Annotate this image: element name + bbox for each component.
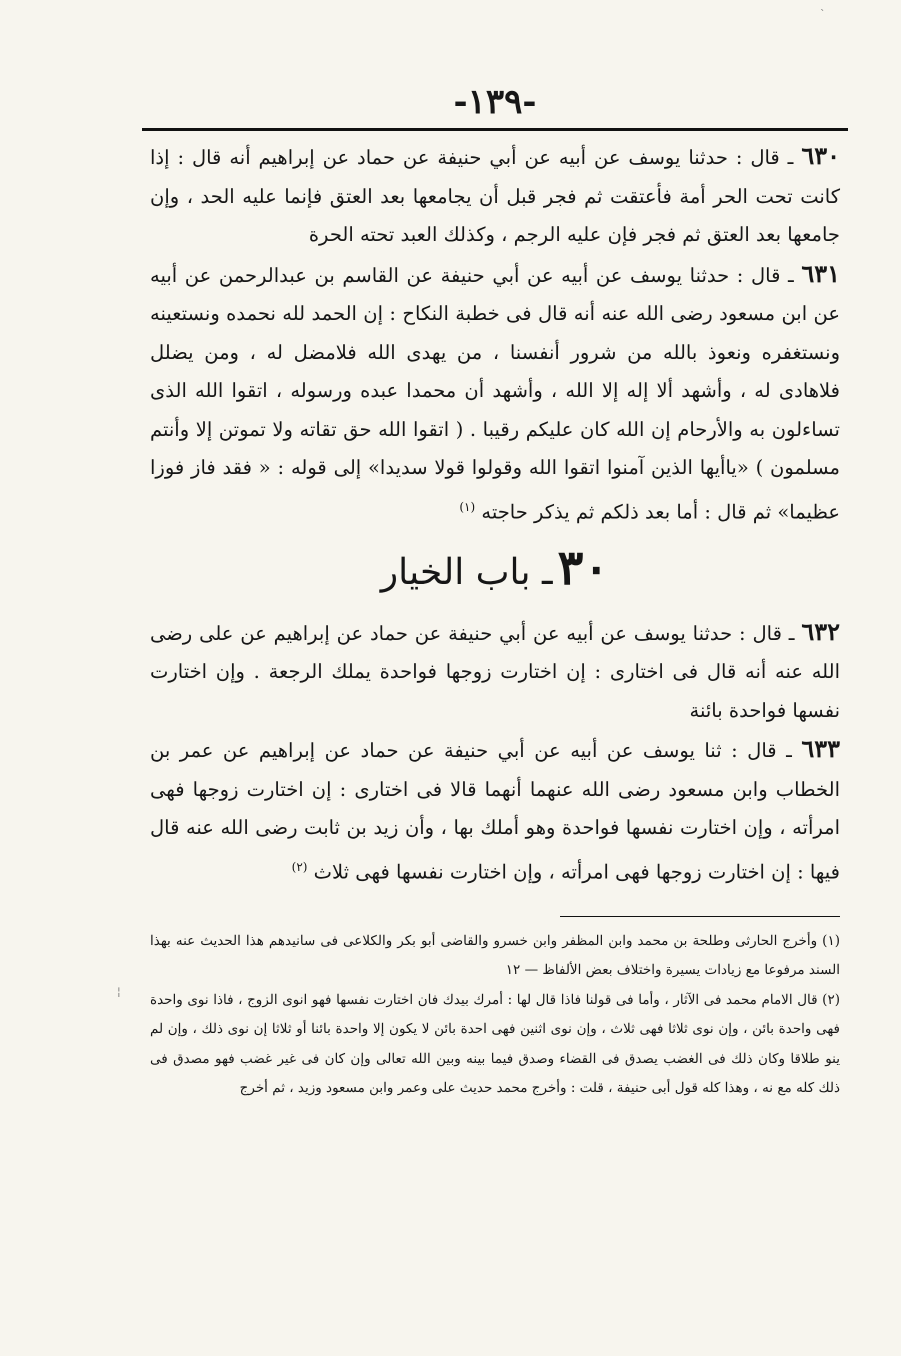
hadith-number: ٦٣٠ bbox=[801, 141, 841, 170]
hadith-630 bbox=[150, 137, 840, 255]
footnote-ref: (١) bbox=[459, 499, 476, 514]
scan-speck: ` bbox=[820, 8, 826, 21]
footnote-rule bbox=[560, 916, 840, 917]
header-rule bbox=[142, 128, 848, 131]
footnote-2: (٢) قال الامام محمد فى الآثار ، وأما فى قولنا فاذا قال لها : أمرك بيدك فان اختارت نفسها فهو انوى الزوج ، فاذا نوى واحدة فهى واحدة بائن ، وإن نوى ثلاثا فهى ثلاث ، وإن نوى اثنين فهى احدة بائن لا يكون إلا واحدة بائنا أو ثلاثا إن نوى ذلك ، وإن لم ينو طلاقا وكان ذلك فى الغضب يصدق فى القضاء وصدق فيما بينه وبين الله تعالى وإن كان فى غير غضب فهو مصدق فى ذلك كله مع نه ، وهذا كله قول أبى حنيفة ، قلت : وأخرج محمد حديث على وعمر وابن مسعود وزيد ، ثم أخرج bbox=[150, 991, 840, 1096]
hadith-631 bbox=[150, 255, 840, 532]
hadith-633 bbox=[150, 730, 840, 892]
hadith-text: ـ قال : حدثنا يوسف عن أبيه عن أبي حنيفة عن حماد عن إبراهيم عن على رضى الله عنه أنه قال فى اختارى : إن اختارت زوجها فواحدة يملك الرجعة . وإن اختارت نفسها فواحدة بائنة bbox=[150, 621, 840, 722]
footnote-ref: (٢) bbox=[291, 859, 308, 874]
page-number: -١٣٩- bbox=[453, 82, 537, 122]
hadith-number: ٦٣٢ bbox=[801, 616, 840, 646]
hadith-number: ٦٣٣ bbox=[801, 734, 840, 763]
hadith-text: ـ قال : ثنا يوسف عن أبيه عن أبي حنيفة عن حماد عن إبراهيم عن عمر بن الخطاب وابن مسعود رضى الله عنهما أنهما قالا فى اختارى : إن اختارت زوجها فهى امرأته ، وإن اختارت نفسها فواحدة وهو أملك بها ، وأن زيد بن ثابت رضى الله عنه قال فيها : إن اختارت زوجها فهى امرأته ، وإن اختارت نفسها فهى ثلاث bbox=[150, 739, 840, 883]
hadith-text: ـ قال : حدثنا يوسف عن أبيه عن أبي حنيفة عن حماد عن إبراهيم أنه قال : إذا كانت تحت الحر أمة فأعتقت ثم فجر قبل أن يجامعها بعد العتق فإنما عليه الحد ، وإن جامعها بعد العتق ثم فجر فإن عليه الرجم ، وكذلك العبد تحته الحرة bbox=[150, 146, 840, 246]
hadith-number: ٦٣١ bbox=[801, 258, 840, 288]
book-page bbox=[150, 80, 840, 1104]
chapter-heading bbox=[150, 538, 840, 609]
chapter-title: ـ باب الخيار bbox=[380, 551, 553, 593]
hadith-632 bbox=[150, 613, 840, 731]
hadith-text: ـ قال : حدثنا يوسف عن أبيه عن أبي حنيفة عن القاسم بن عبدالرحمن عن أبيه عن ابن مسعود رضى الله عنه أنه قال فى خطبة النكاح : إن الحمد لله نحمده ونستعينه ونستغفره ونعوذ بالله من شرور أنفسنا ، من يهدى الله فلامضل له ، ومن يضلل فلاهادى له ، وأشهد ألا إله إلا الله ، وأشهد أن محمدا عبده ورسوله ، اتقوا الله الذى تساءلون به والأرحام إن الله كان عليكم رقيبا . ( اتقوا الله حق تقاته ولا تموتن إلا وأنتم مسلمون ) «ياأيها الذين آمنوا اتقوا الله وقولوا قولا سديدا» إلى قوله : « فقد فاز فوزا عظيما» ثم قال : أما بعد ذلكم ثم يذكر حاجته bbox=[150, 263, 840, 523]
scan-speck: ¦ bbox=[117, 985, 121, 998]
footnote-1: (١) وأخرج الحارثى وطلحة بن محمد وابن المظفر وابن خسرو والقاضى أبو بكر والكلاعى فى سانيدهم هذا الحديث عنه بهذا السند مرفوعا مع زيادات يسيرة واختلاف بعض الألفاظ — ١٢ bbox=[150, 932, 840, 978]
chapter-number: ٣٠ bbox=[557, 539, 610, 596]
